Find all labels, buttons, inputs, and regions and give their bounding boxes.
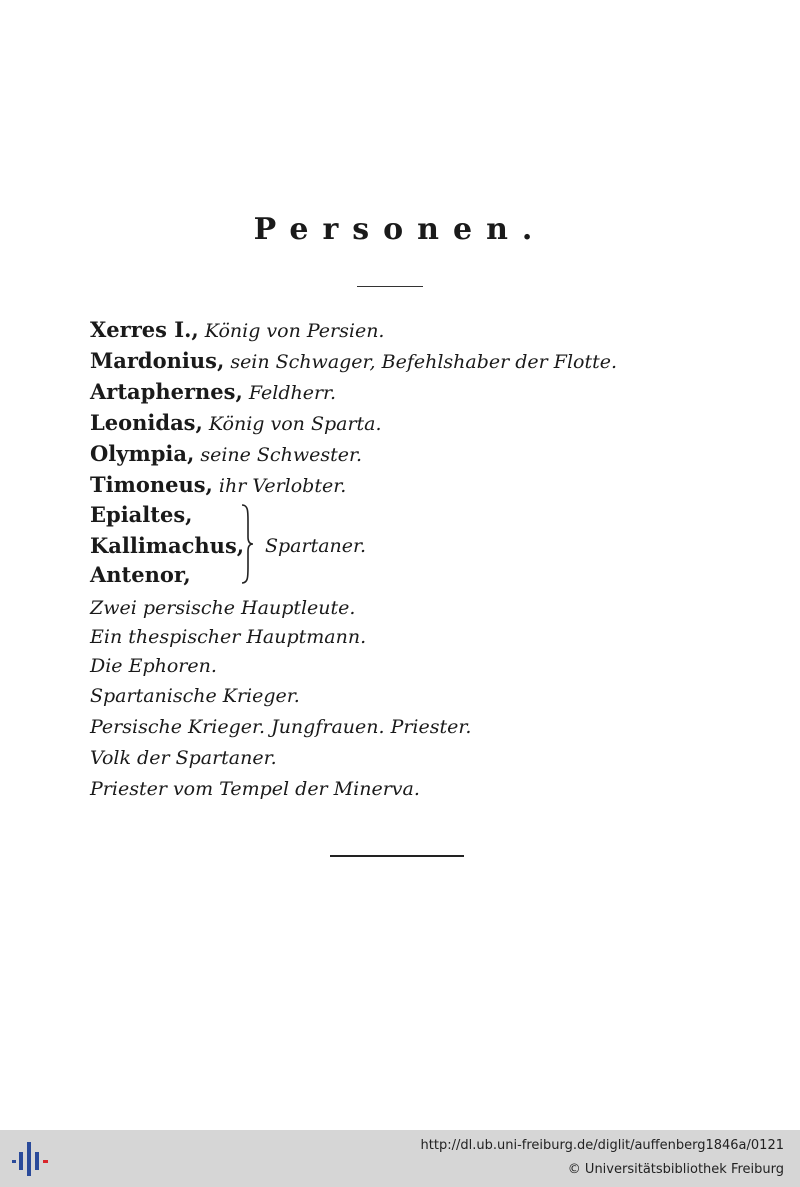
brace-icon [238,503,256,585]
page-title: Personen. [253,212,547,247]
cast-name: Artaphernes, [90,379,243,404]
cast-entry [90,411,382,436]
cast-entry [90,318,384,343]
cast-desc: Feldherr. [248,382,337,404]
cast-name: Kallimachus, [90,533,245,558]
group-label: Spartaner. [265,535,367,557]
cast-entry [90,473,346,498]
title-rule [357,286,423,287]
other-role: Priester vom Tempel der Minerva. [90,778,420,800]
cast-name: Xerres I., [90,317,199,342]
ub-freiburg-logo-icon[interactable] [10,1138,50,1180]
source-url-link[interactable]: http://dl.ub.uni-freiburg.de/diglit/auffenberg1846a/0121 [420,1138,784,1153]
other-role: Zwei persische Hauptleute. [90,597,356,619]
other-role: Persische Krieger. Jungfrauen. Priester. [90,716,472,738]
cast-name: Olympia, [90,441,195,466]
group-member [90,503,192,528]
cast-desc: sein Schwager, Befehlshaber der Flotte. [230,351,618,373]
copyright-text: © Universitätsbibliothek Freiburg [567,1162,784,1177]
other-role: Volk der Spartaner. [90,747,277,769]
other-role: Spartanische Krieger. [90,685,300,707]
cast-name: Mardonius, [90,348,225,373]
other-role: Die Ephoren. [90,655,217,677]
cast-name: Antenor, [90,562,191,587]
cast-entry [90,442,362,467]
cast-desc: König von Persien. [204,320,385,342]
cast-desc: ihr Verlobter. [218,475,347,497]
group-member [90,563,191,588]
cast-desc: König von Sparta. [208,413,382,435]
cast-name: Leonidas, [90,410,203,435]
cast-desc: seine Schwester. [200,444,362,466]
cast-name: Epialtes, [90,502,193,527]
cast-entry [90,380,336,405]
viewer-footer [0,1130,800,1187]
cast-entry [90,349,617,374]
other-role: Ein thespischer Hauptmann. [90,626,367,648]
end-rule [330,855,464,857]
group-member [90,534,244,559]
cast-name: Timoneus, [90,472,213,497]
